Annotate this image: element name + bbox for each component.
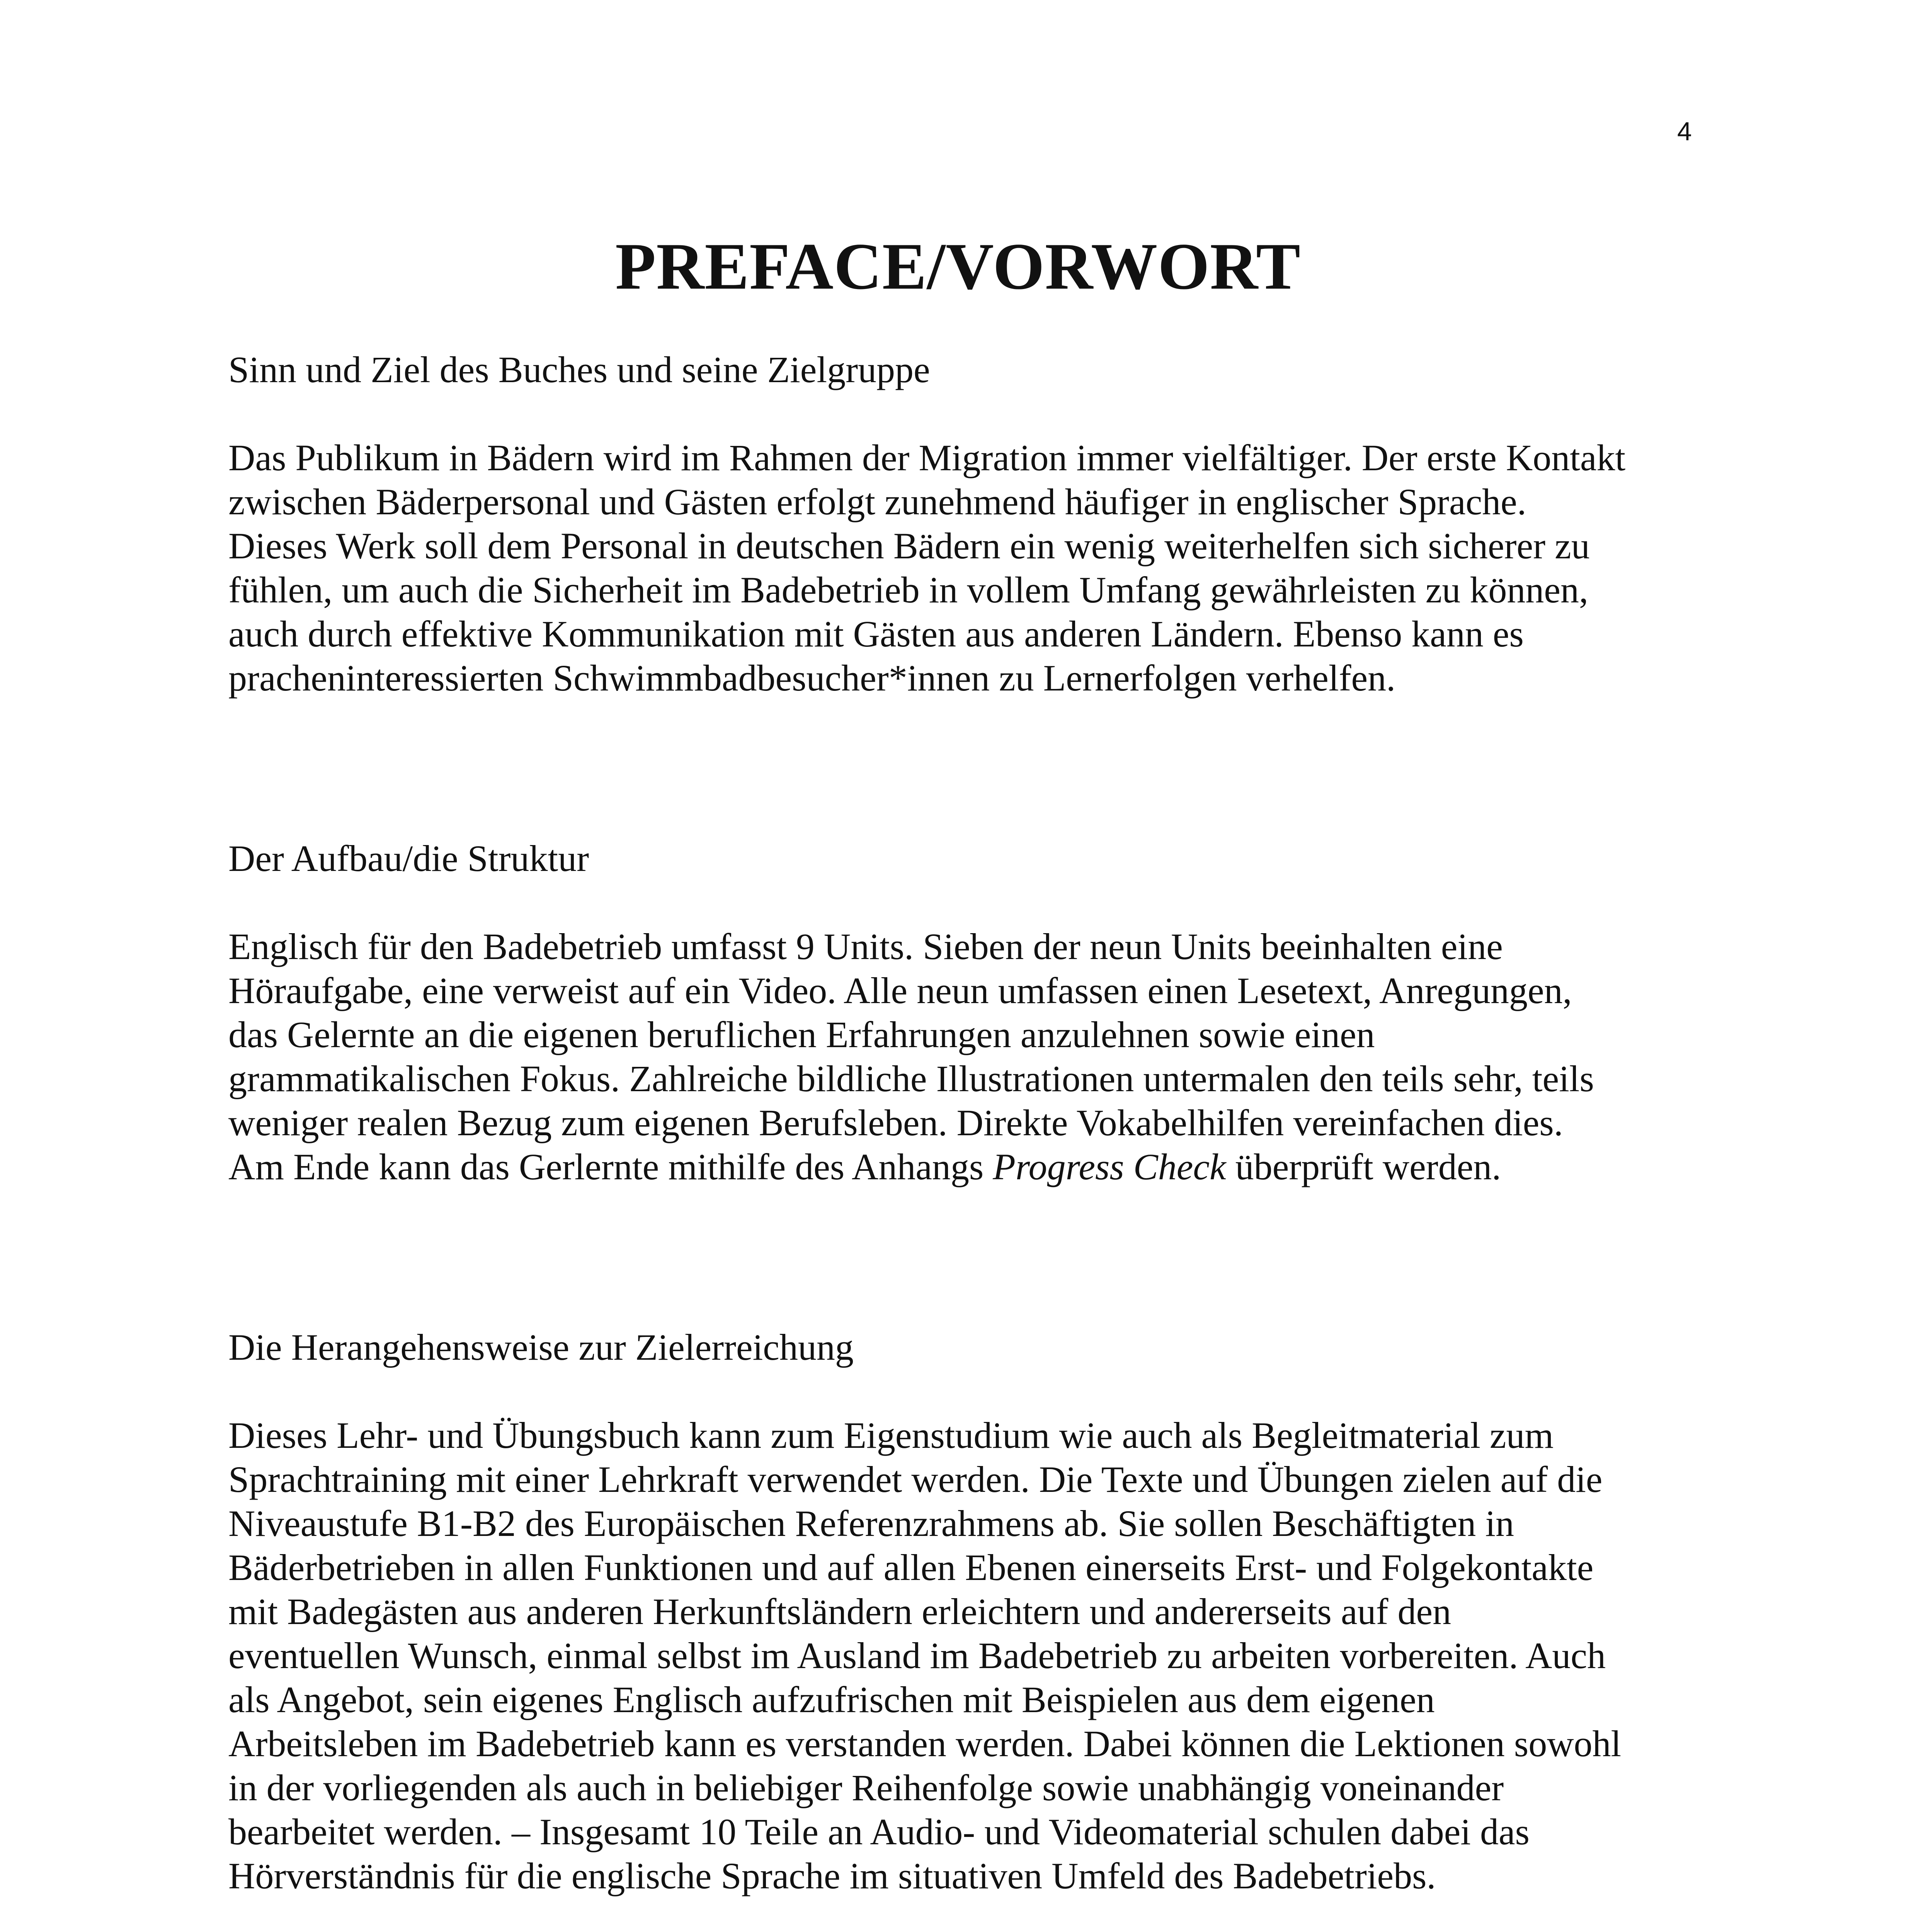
text-line: Niveaustufe B1-B2 des Europäischen Referenzrahmens ab. Sie sollen Beschäftigten in <box>228 1503 1514 1544</box>
section-heading: Sinn und Ziel des Buches und seine Zielgruppe <box>228 349 930 390</box>
section-structure <box>228 837 1736 1189</box>
page-title: PREFACE/VORWORT <box>615 230 1301 303</box>
text-line: in der vorliegenden als auch in beliebiger Reihenfolge sowie unabhängig voneinander <box>228 1767 1504 1808</box>
text-line: Arbeitsleben im Badebetrieb kann es verstanden werden. Dabei können die Lektionen sowohl <box>228 1723 1622 1764</box>
text-line: Dieses Lehr- und Übungsbuch kann zum Eigenstudium wie auch als Begleitmaterial zum <box>228 1415 1554 1456</box>
text-line: Sprachtraining mit einer Lehrkraft verwendet werden. Die Texte und Übungen zielen auf die <box>228 1459 1603 1500</box>
text-run: überprüft werden. <box>1226 1146 1501 1187</box>
text-line: weniger realen Bezug zum eigenen Berufsleben. Direkte Vokabelhilfen vereinfachen dies. <box>228 1102 1563 1143</box>
text-line: mit Badegästen aus anderen Herkunftsländern erleichtern und andererseits auf den <box>228 1591 1451 1632</box>
text-line: zwischen Bäderpersonal und Gästen erfolgt zunehmend häufiger in englischer Sprache. <box>228 481 1526 522</box>
text-line: grammatikalischen Fokus. Zahlreiche bildliche Illustrationen untermalen den teils sehr, teils <box>228 1058 1594 1099</box>
text-line: Höraufgabe, eine verweist auf ein Video. Alle neun umfassen einen Lesetext, Anregungen, <box>228 970 1572 1011</box>
section-heading: Der Aufbau/die Struktur <box>228 838 589 879</box>
text-line: Das Publikum in Bädern wird im Rahmen der Migration immer vielfältiger. Der erste Kontakt <box>228 437 1626 478</box>
section-purpose <box>228 348 1736 700</box>
text-line: Englisch für den Badebetrieb umfasst 9 Units. Sieben der neun Units beeinhalten eine <box>228 926 1503 967</box>
section-paragraph <box>228 436 1736 700</box>
text-line: als Angebot, sein eigenes Englisch aufzufrischen mit Beispielen aus dem eigenen <box>228 1679 1435 1720</box>
page-number: 4 <box>1677 117 1692 146</box>
text-run: Am Ende kann das Gerlernte mithilfe des Anhangs <box>228 1146 993 1187</box>
section-approach <box>228 1325 1736 1898</box>
text-line: das Gelernte an die eigenen beruflichen Erfahrungen anzulehnen sowie einen <box>228 1014 1375 1055</box>
text-line: pracheninteressierten Schwimmbadbesucher*innen zu Lernerfolgen verhelfen. <box>228 657 1396 699</box>
text-line: Hörverständnis für die englische Sprache im situativen Umfeld des Badebetriebs. <box>228 1855 1436 1896</box>
section-paragraph <box>228 1413 1736 1898</box>
text-line: fühlen, um auch die Sicherheit im Badebetrieb in vollem Umfang gewährleisten zu können, <box>228 569 1588 611</box>
text-line-with-italic <box>228 1145 1736 1189</box>
text-line: Bäderbetrieben in allen Funktionen und auf allen Ebenen einerseits Erst- und Folgekontakte <box>228 1547 1594 1588</box>
section-heading: Die Herangehensweise zur Zielerreichung <box>228 1327 854 1368</box>
text-line: auch durch effektive Kommunikation mit Gästen aus anderen Ländern. Ebenso kann es <box>228 613 1524 655</box>
text-line: Dieses Werk soll dem Personal in deutschen Bädern ein wenig weiterhelfen sich sicherer zu <box>228 525 1590 566</box>
text-line: bearbeitet werden. – Insgesamt 10 Teile an Audio- und Videomaterial schulen dabei das <box>228 1811 1530 1852</box>
text-line: eventuellen Wunsch, einmal selbst im Ausland im Badebetrieb zu arbeiten vorbereiten. Auch <box>228 1635 1606 1676</box>
section-paragraph <box>228 925 1736 1189</box>
italic-term-progress-check: Progress Check <box>993 1146 1226 1187</box>
